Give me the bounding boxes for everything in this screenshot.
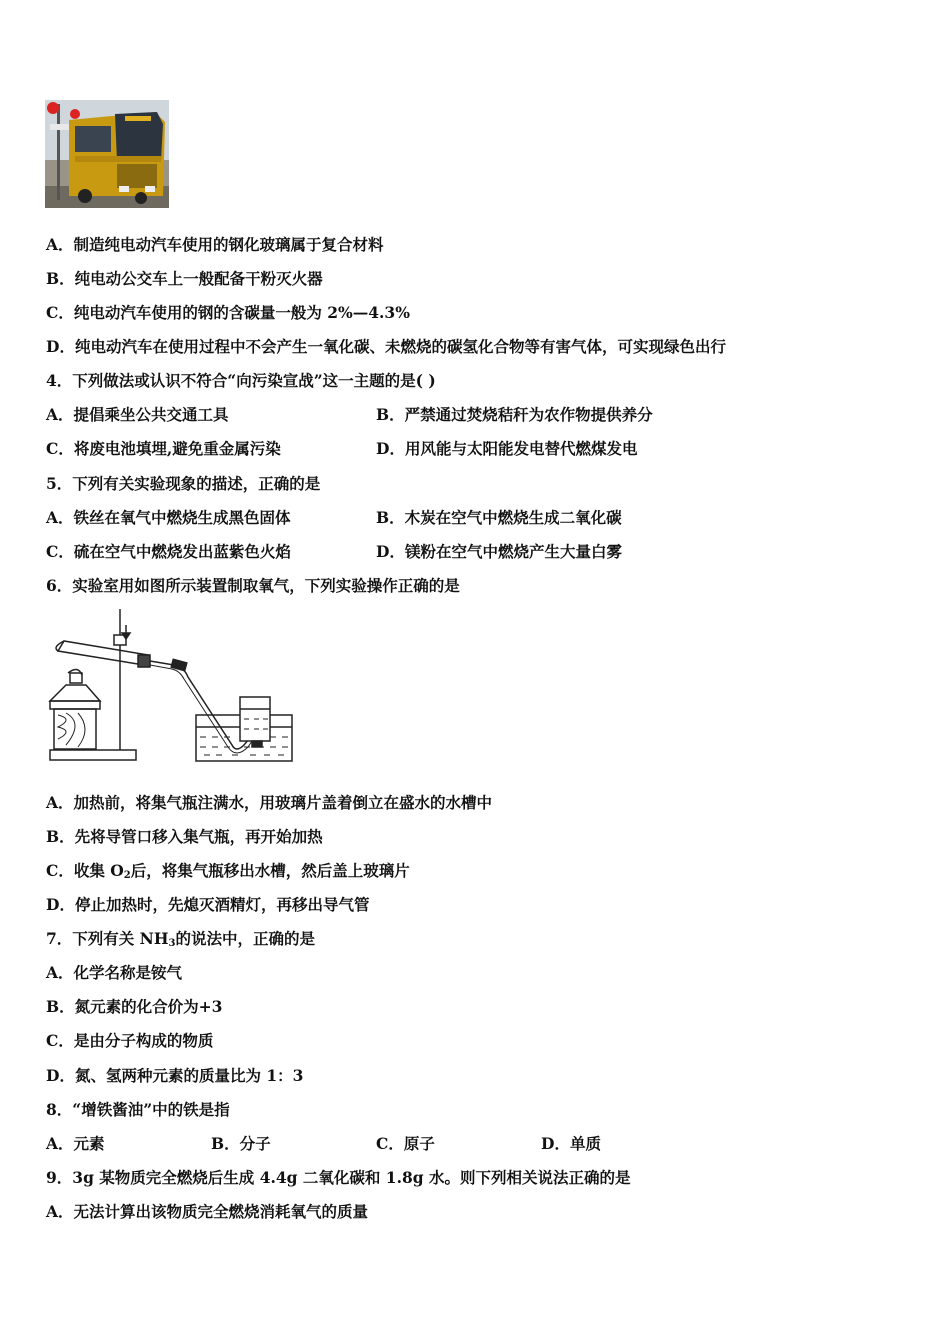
q4-option-d[interactable]: D．用风能与太阳能发电替代燃煤发电 xyxy=(376,439,638,458)
q7-option-d[interactable]: D．氮、氢两种元素的质量比为 1：3 xyxy=(46,1066,304,1085)
q8-option-c[interactable]: C．原子 xyxy=(376,1134,435,1153)
q5-option-a[interactable]: A．铁丝在氧气中燃烧生成黑色固体 xyxy=(46,508,291,527)
q5-option-b[interactable]: B．木炭在空气中燃烧生成二氧化碳 xyxy=(376,508,622,527)
q9-option-a[interactable]: A．无法计算出该物质完全燃烧消耗氧气的质量 xyxy=(46,1202,369,1221)
q6-option-c-pre: C．收集 O xyxy=(46,861,124,880)
q5-option-c[interactable]: C．硫在空气中燃烧发出蓝紫色火焰 xyxy=(46,542,291,561)
q6-option-c-post: 后，将集气瓶移出水槽，然后盖上玻璃片 xyxy=(130,861,410,880)
electric-bus-photo xyxy=(45,100,169,208)
q4-stem: 4．下列做法或认识不符合“向污染宣战”这一主题的是( ) xyxy=(46,371,436,390)
q3-option-c[interactable]: C．纯电动汽车使用的钢的含碳量一般为 2%—4.3% xyxy=(46,303,410,322)
q8-option-a[interactable]: A．元素 xyxy=(46,1134,105,1153)
q3-option-b[interactable]: B．纯电动公交车上一般配备干粉灭火器 xyxy=(46,269,323,288)
q8-option-d[interactable]: D．单质 xyxy=(541,1134,601,1153)
q3-option-a[interactable]: A．制造纯电动汽车使用的钢化玻璃属于复合材料 xyxy=(46,235,384,254)
q7-stem-subscript: 3 xyxy=(168,938,176,949)
q7-stem xyxy=(46,929,315,954)
q6-option-c[interactable] xyxy=(46,861,410,886)
q6-option-c-subscript: 2 xyxy=(123,870,131,881)
q7-option-b[interactable]: B．氮元素的化合价为+3 xyxy=(46,997,223,1016)
q5-option-d[interactable]: D．镁粉在空气中燃烧产生大量白雾 xyxy=(376,542,622,561)
q5-stem: 5．下列有关实验现象的描述，正确的是 xyxy=(46,474,321,493)
q7-option-c[interactable]: C．是由分子构成的物质 xyxy=(46,1031,214,1050)
q8-stem: 8．“增铁酱油”中的铁是指 xyxy=(46,1100,230,1119)
q8-option-b[interactable]: B．分子 xyxy=(211,1134,271,1153)
q4-option-b[interactable]: B．严禁通过焚烧秸秆为农作物提供养分 xyxy=(376,405,653,424)
q6-stem: 6．实验室用如图所示装置制取氧气，下列实验操作正确的是 xyxy=(46,576,460,595)
q7-stem-post: 的说法中，正确的是 xyxy=(175,929,315,948)
q3-option-d[interactable]: D．纯电动汽车在使用过程中不会产生一氧化碳、未燃烧的碳氢化合物等有害气体，可实现绿色出行 xyxy=(46,337,726,356)
q6-option-a[interactable]: A．加热前，将集气瓶注满水，用玻璃片盖着倒立在盛水的水槽中 xyxy=(46,793,493,812)
q9-stem: 9．3g 某物质完全燃烧后生成 4.4g 二氧化碳和 1.8g 水。则下列相关说法正确的是 xyxy=(46,1168,631,1187)
q6-option-b[interactable]: B．先将导管口移入集气瓶，再开始加热 xyxy=(46,827,323,846)
q6-option-d[interactable]: D．停止加热时，先熄灭酒精灯，再移出导气管 xyxy=(46,895,370,914)
oxygen-apparatus-diagram xyxy=(44,605,300,765)
q4-option-c[interactable]: C．将废电池填埋,避免重金属污染 xyxy=(46,439,281,458)
q7-stem-pre: 7．下列有关 NH xyxy=(46,929,169,948)
q4-option-a[interactable]: A．提倡乘坐公共交通工具 xyxy=(46,405,229,424)
q7-option-a[interactable]: A．化学名称是铵气 xyxy=(46,963,183,982)
